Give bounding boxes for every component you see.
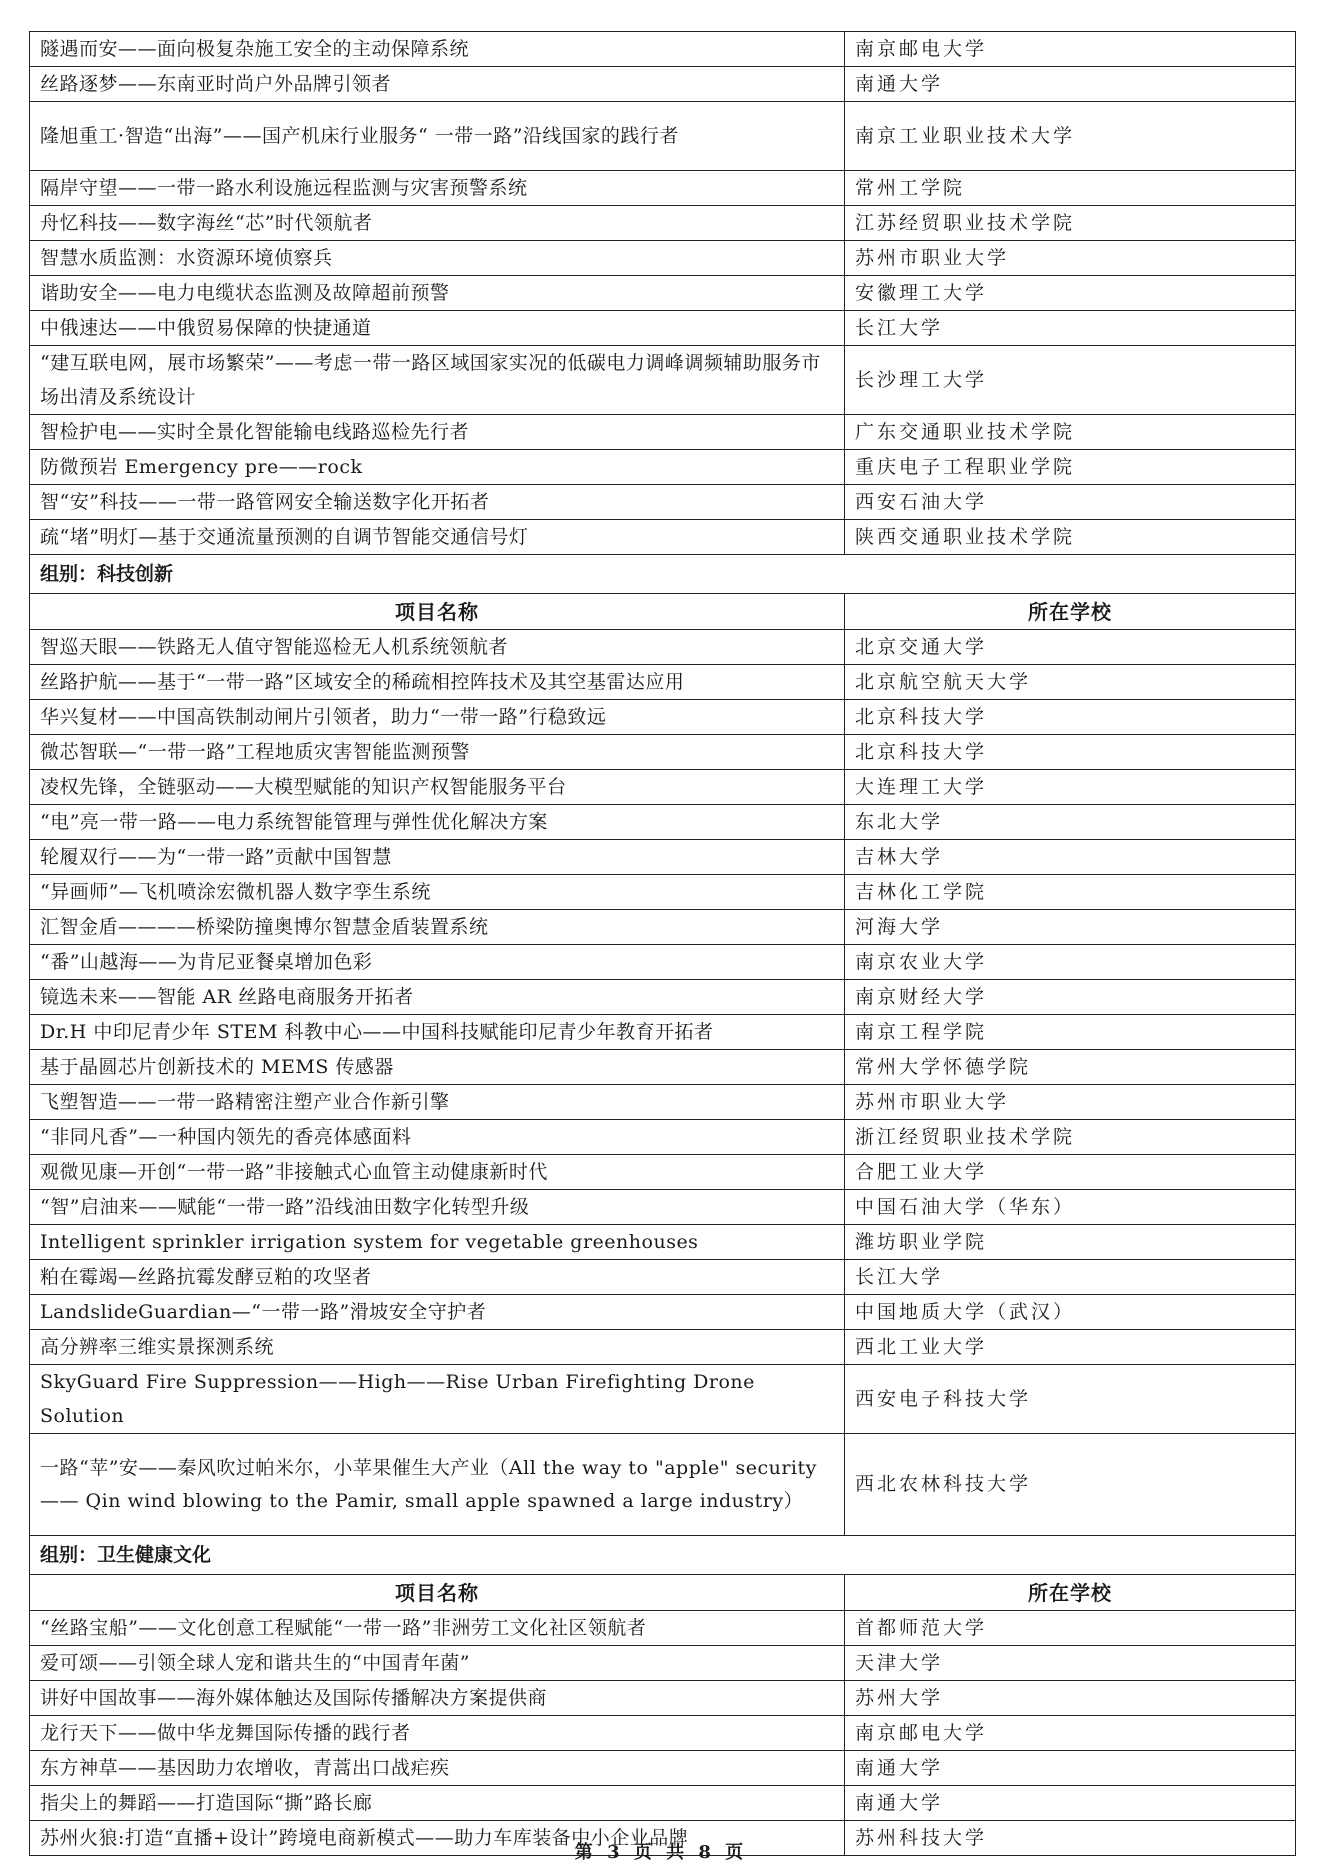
table-row	[30, 1120, 1296, 1155]
school-cell: 北京科技大学	[845, 735, 1296, 770]
school-cell: 北京交通大学	[845, 630, 1296, 665]
school-cell: 广东交通职业技术学院	[845, 415, 1296, 450]
school-cell: 常州大学怀德学院	[845, 1050, 1296, 1085]
project-name-cell: 谐助安全——电力电缆状态监测及故障超前预警	[30, 276, 845, 311]
school-cell: 南京工程学院	[845, 1015, 1296, 1050]
school-cell: 南京财经大学	[845, 980, 1296, 1015]
school-cell: 江苏经贸职业技术学院	[845, 206, 1296, 241]
school-cell: 南通大学	[845, 1786, 1296, 1821]
project-name-cell: “非同凡香”—一种国内领先的香亮体感面料	[30, 1120, 845, 1155]
table-row	[30, 980, 1296, 1015]
table-row	[30, 945, 1296, 980]
project-name-cell: 爱可颂——引领全球人宠和谐共生的“中国青年菌”	[30, 1646, 845, 1681]
table-row	[30, 840, 1296, 875]
table-row	[30, 1646, 1296, 1681]
table-row	[30, 1050, 1296, 1085]
project-name-cell: “建互联电网，展市场繁荣”——考虑一带一路区域国家实况的低碳电力调峰调频辅助服务市场出清及系统设计	[30, 346, 845, 415]
school-cell: 西安石油大学	[845, 485, 1296, 520]
project-name-cell: 龙行天下——做中华龙舞国际传播的践行者	[30, 1716, 845, 1751]
school-cell: 南京农业大学	[845, 945, 1296, 980]
school-cell: 安徽理工大学	[845, 276, 1296, 311]
project-name-cell: 防微预岩 Emergency pre——rock	[30, 450, 845, 485]
table-row	[30, 346, 1296, 415]
project-name-cell: “异画师”—飞机喷涂宏微机器人数字孪生系统	[30, 875, 845, 910]
school-cell: 大连理工大学	[845, 770, 1296, 805]
project-name-cell: 智“安”科技——一带一路管网安全输送数字化开拓者	[30, 485, 845, 520]
project-name-cell: 隔岸守望——一带一路水利设施远程监测与灾害预警系统	[30, 171, 845, 206]
table-row	[30, 770, 1296, 805]
school-cell: 东北大学	[845, 805, 1296, 840]
school-cell: 常州工学院	[845, 171, 1296, 206]
project-name-cell: 东方神草——基因助力农增收，青蒿出口战疟疾	[30, 1751, 845, 1786]
table-row	[30, 276, 1296, 311]
school-cell: 南京邮电大学	[845, 32, 1296, 67]
column-header-school: 所在学校	[845, 594, 1296, 630]
school-cell: 苏州市职业大学	[845, 1085, 1296, 1120]
project-name-cell: SkyGuard Fire Suppression——High——Rise Urban Firefighting Drone Solution	[30, 1365, 845, 1434]
table-row	[30, 241, 1296, 276]
school-cell: 苏州科技大学	[845, 1821, 1296, 1856]
school-cell: 潍坊职业学院	[845, 1225, 1296, 1260]
project-table	[29, 31, 1296, 1856]
school-cell: 西安电子科技大学	[845, 1365, 1296, 1434]
project-name-cell: 舟忆科技——数字海丝“芯”时代领航者	[30, 206, 845, 241]
school-cell: 苏州市职业大学	[845, 241, 1296, 276]
table-row	[30, 875, 1296, 910]
column-header-project-name: 项目名称	[30, 594, 845, 630]
table-row	[30, 1190, 1296, 1225]
school-cell: 重庆电子工程职业学院	[845, 450, 1296, 485]
table-row	[30, 206, 1296, 241]
table-row	[30, 700, 1296, 735]
project-name-cell: 飞塑智造——一带一路精密注塑产业合作新引擎	[30, 1085, 845, 1120]
school-cell: 中国石油大学（华东）	[845, 1190, 1296, 1225]
school-cell: 中国地质大学（武汉）	[845, 1295, 1296, 1330]
school-cell: 南通大学	[845, 1751, 1296, 1786]
group-tech-rows	[30, 630, 1296, 1536]
table-row	[30, 1330, 1296, 1365]
school-cell: 北京航空航天大学	[845, 665, 1296, 700]
project-name-cell: 讲好中国故事——海外媒体触达及国际传播解决方案提供商	[30, 1681, 845, 1716]
table-row	[30, 910, 1296, 945]
table-row	[30, 67, 1296, 102]
table-row	[30, 1611, 1296, 1646]
school-cell: 吉林化工学院	[845, 875, 1296, 910]
table-row	[30, 1260, 1296, 1295]
group-health-rows	[30, 1611, 1296, 1856]
project-name-cell: 粕在霉竭—丝路抗霉发酵豆粕的攻坚者	[30, 1260, 845, 1295]
school-cell: 长江大学	[845, 1260, 1296, 1295]
project-name-cell: 基于晶圆芯片创新技术的 MEMS 传感器	[30, 1050, 845, 1085]
table-row	[30, 1716, 1296, 1751]
project-name-cell: 轮履双行——为“一带一路”贡献中国智慧	[30, 840, 845, 875]
school-cell: 苏州大学	[845, 1681, 1296, 1716]
project-name-cell: 中俄速达——中俄贸易保障的快捷通道	[30, 311, 845, 346]
group-label: 组别：卫生健康文化	[30, 1536, 1296, 1575]
project-name-cell: 丝路逐梦——东南亚时尚户外品牌引领者	[30, 67, 845, 102]
project-name-cell: 隆旭重工·智造“出海”——国产机床行业服务“ 一带一路”沿线国家的践行者	[30, 102, 845, 171]
table-row	[30, 102, 1296, 171]
project-name-cell: 观微见康—开创“一带一路”非接触式心血管主动健康新时代	[30, 1155, 845, 1190]
school-cell: 长江大学	[845, 311, 1296, 346]
project-name-cell: Dr.H 中印尼青少年 STEM 科教中心——中国科技赋能印尼青少年教育开拓者	[30, 1015, 845, 1050]
table-row	[30, 1015, 1296, 1050]
project-name-cell: “电”亮一带一路——电力系统智能管理与弹性优化解决方案	[30, 805, 845, 840]
school-cell: 南京工业职业技术大学	[845, 102, 1296, 171]
school-cell: 首都师范大学	[845, 1611, 1296, 1646]
table-row	[30, 450, 1296, 485]
project-name-cell: 丝路护航——基于“一带一路”区域安全的稀疏相控阵技术及其空基雷达应用	[30, 665, 845, 700]
table-row	[30, 1786, 1296, 1821]
group-health-section	[30, 1536, 1296, 1611]
group-row	[30, 555, 1296, 594]
project-name-cell: “番”山越海——为肯尼亚餐桌增加色彩	[30, 945, 845, 980]
school-cell: 北京科技大学	[845, 700, 1296, 735]
column-header-project-name: 项目名称	[30, 1575, 845, 1611]
table-row	[30, 520, 1296, 555]
table-row	[30, 1434, 1296, 1536]
project-name-cell: 苏州火狼:打造“直播+设计”跨境电商新模式——助力车库装备中小企业品牌	[30, 1821, 845, 1856]
project-name-cell: 指尖上的舞蹈——打造国际“撕”路长廊	[30, 1786, 845, 1821]
project-name-cell: 智检护电——实时全景化智能输电线路巡检先行者	[30, 415, 845, 450]
school-cell: 长沙理工大学	[845, 346, 1296, 415]
project-name-cell: 高分辨率三维实景探测系统	[30, 1330, 845, 1365]
project-name-cell: LandslideGuardian—“一带一路”滑坡安全守护者	[30, 1295, 845, 1330]
table-row	[30, 171, 1296, 206]
school-cell: 天津大学	[845, 1646, 1296, 1681]
school-cell: 吉林大学	[845, 840, 1296, 875]
project-name-cell: 华兴复材——中国高铁制动闸片引领者，助力“一带一路”行稳致远	[30, 700, 845, 735]
group-label: 组别：科技创新	[30, 555, 1296, 594]
school-cell: 南通大学	[845, 67, 1296, 102]
table-row	[30, 1751, 1296, 1786]
project-name-cell: 隧遇而安——面向极复杂施工安全的主动保障系统	[30, 32, 845, 67]
project-name-cell: 凌权先锋，全链驱动——大模型赋能的知识产权智能服务平台	[30, 770, 845, 805]
table-row	[30, 485, 1296, 520]
school-cell: 西北工业大学	[845, 1330, 1296, 1365]
table-row	[30, 1155, 1296, 1190]
table-row	[30, 1365, 1296, 1434]
project-name-cell: 汇智金盾————桥梁防撞奥博尔智慧金盾装置系统	[30, 910, 845, 945]
project-name-cell: “丝路宝船”——文化创意工程赋能“一带一路”非洲劳工文化社区领航者	[30, 1611, 845, 1646]
table-section-continued	[30, 32, 1296, 555]
group-tech-section	[30, 555, 1296, 630]
project-name-cell: 智慧水质监测：水资源环境侦察兵	[30, 241, 845, 276]
table-row	[30, 665, 1296, 700]
project-name-cell: “智”启油来——赋能“一带一路”沿线油田数字化转型升级	[30, 1190, 845, 1225]
table-row	[30, 735, 1296, 770]
group-row	[30, 1536, 1296, 1575]
table-row	[30, 32, 1296, 67]
table-row	[30, 311, 1296, 346]
table-header-row	[30, 594, 1296, 630]
project-name-cell: Intelligent sprinkler irrigation system for vegetable greenhouses	[30, 1225, 845, 1260]
table-row	[30, 630, 1296, 665]
school-cell: 合肥工业大学	[845, 1155, 1296, 1190]
table-row	[30, 1225, 1296, 1260]
school-cell: 陕西交通职业技术学院	[845, 520, 1296, 555]
table-row	[30, 1295, 1296, 1330]
table-row	[30, 1085, 1296, 1120]
table-row	[30, 1681, 1296, 1716]
table-header-row	[30, 1575, 1296, 1611]
school-cell: 南京邮电大学	[845, 1716, 1296, 1751]
table-row	[30, 415, 1296, 450]
page-number: 第 3 页 共 8 页	[574, 1842, 748, 1863]
school-cell: 浙江经贸职业技术学院	[845, 1120, 1296, 1155]
document-page	[29, 31, 1295, 1856]
project-name-cell: 微芯智联—“一带一路”工程地质灾害智能监测预警	[30, 735, 845, 770]
project-name-cell: 疏“堵”明灯—基于交通流量预测的自调节智能交通信号灯	[30, 520, 845, 555]
project-name-cell: 智巡天眼——铁路无人值守智能巡检无人机系统领航者	[30, 630, 845, 665]
school-cell: 西北农林科技大学	[845, 1434, 1296, 1536]
project-name-cell: 镜选未来——智能 AR 丝路电商服务开拓者	[30, 980, 845, 1015]
school-cell: 河海大学	[845, 910, 1296, 945]
column-header-school: 所在学校	[845, 1575, 1296, 1611]
project-name-cell: 一路“苹”安——秦风吹过帕米尔，小苹果催生大产业（All the way to "apple" security —— Qin wind blowing to the Pamir, small apple spawned a large industry）	[30, 1434, 845, 1536]
table-row	[30, 805, 1296, 840]
